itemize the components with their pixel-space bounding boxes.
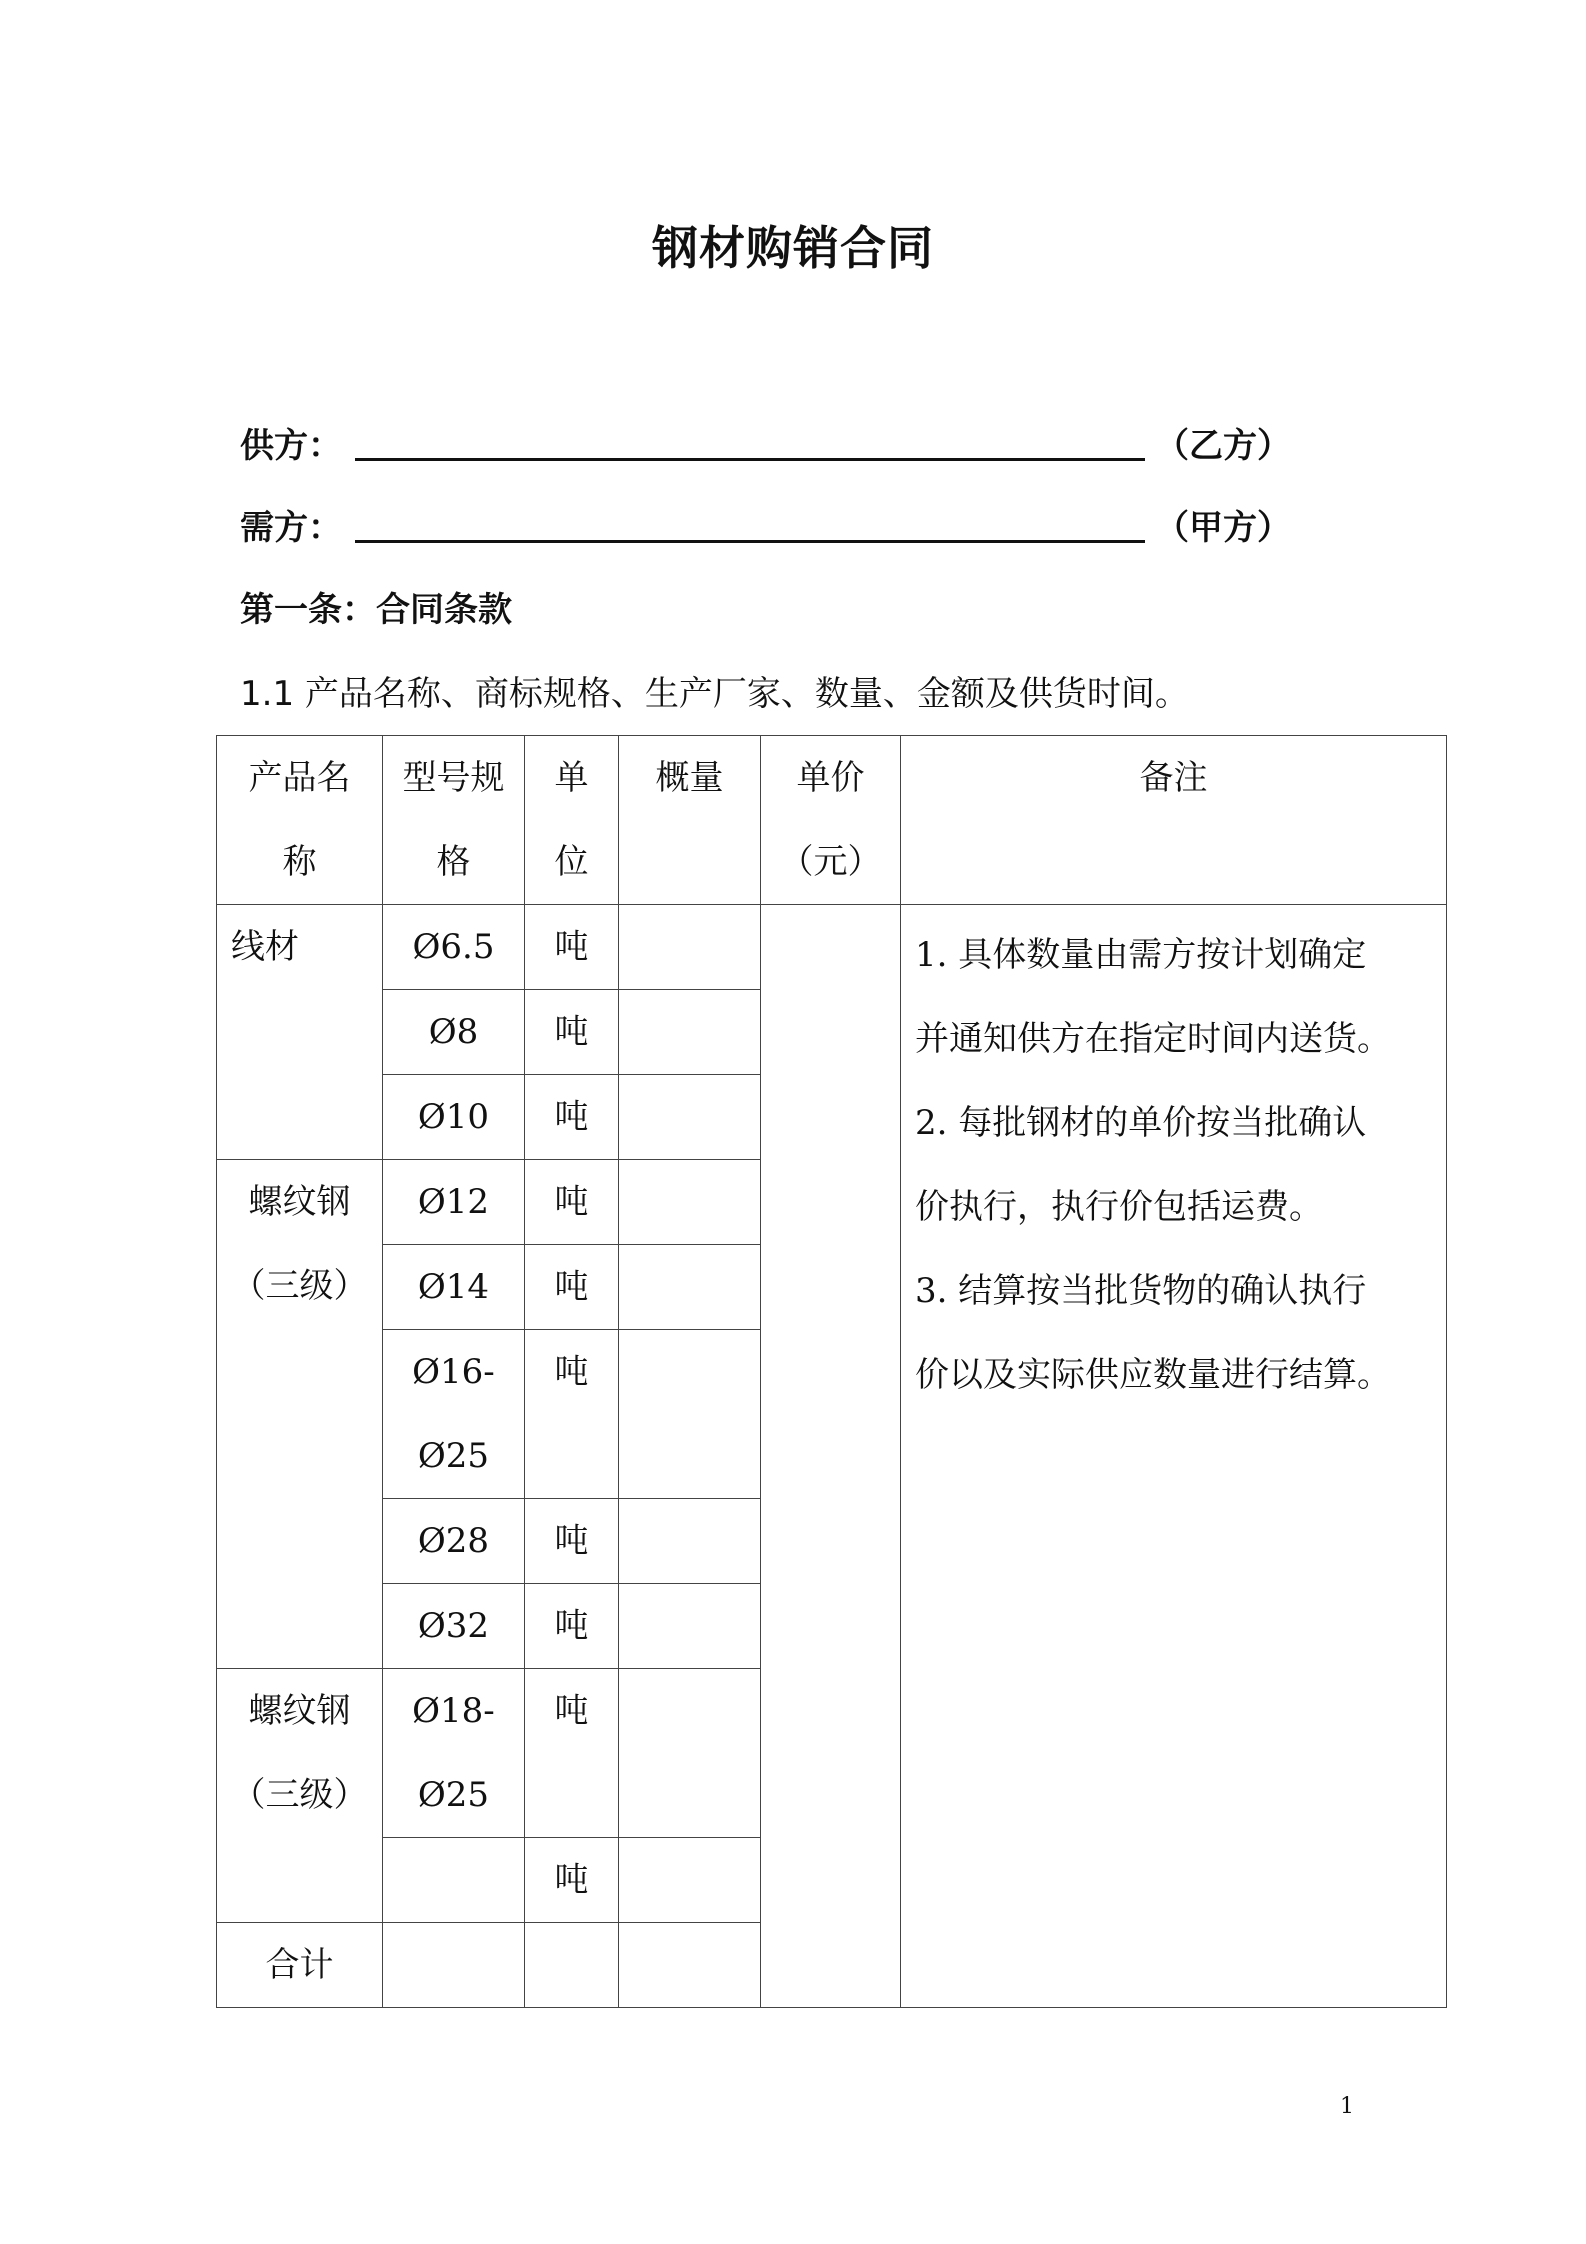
buyer-line: [240, 492, 1350, 552]
unit-cell: 吨: [525, 1330, 619, 1499]
total-label: 合计: [217, 1923, 383, 2008]
remark-line: 3. 结算按当批货物的确认执行: [915, 1271, 1367, 1311]
product-name-cell: 螺纹钢 （三级）: [217, 1160, 383, 1669]
quantity-cell[interactable]: [619, 905, 761, 990]
total-spec-cell[interactable]: [383, 1923, 525, 2008]
header-spec: 型号规 格: [383, 736, 525, 905]
unit-cell: 吨: [525, 1245, 619, 1330]
page-number: 1: [1340, 2094, 1354, 2119]
buyer-blank-line: [355, 540, 1145, 543]
remarks-cell: [901, 905, 1447, 2008]
total-quantity-cell[interactable]: [619, 1923, 761, 2008]
document-title: 钢材购销合同: [652, 221, 934, 275]
buyer-suffix: （甲方）: [1155, 508, 1291, 548]
unit-cell: 吨: [525, 1584, 619, 1669]
unit-cell: 吨: [525, 990, 619, 1075]
unit-cell: 吨: [525, 1160, 619, 1245]
quantity-cell[interactable]: [619, 990, 761, 1075]
buyer-label: 需方：: [240, 508, 342, 548]
supplier-line: [240, 410, 1350, 470]
clause-1-1: 1.1 产品名称、商标规格、生产厂家、数量、金额及供货时间。: [240, 674, 1189, 714]
header-unit-price: 单价 （元）: [761, 736, 901, 905]
quantity-cell[interactable]: [619, 1669, 761, 1838]
total-unit-cell[interactable]: [525, 1923, 619, 2008]
spec-cell: Ø28: [383, 1499, 525, 1584]
unit-price-cell[interactable]: [761, 905, 901, 2008]
quantity-cell[interactable]: [619, 1584, 761, 1669]
supplier-label: 供方：: [240, 426, 342, 466]
remark-line: 并通知供方在指定时间内送货。: [915, 1019, 1391, 1059]
spec-cell: [383, 1838, 525, 1923]
quantity-cell[interactable]: [619, 1499, 761, 1584]
spec-cell: Ø16- Ø25: [383, 1330, 525, 1499]
unit-cell: 吨: [525, 1075, 619, 1160]
remark-line: 1. 具体数量由需方按计划确定: [915, 935, 1367, 975]
remark-line: 2. 每批钢材的单价按当批确认: [915, 1103, 1367, 1143]
unit-cell: 吨: [525, 1499, 619, 1584]
remark-line: 价以及实际供应数量进行结算。: [915, 1355, 1391, 1395]
header-remarks: 备注: [901, 736, 1447, 905]
goods-table: [216, 735, 1447, 2008]
unit-cell: 吨: [525, 905, 619, 990]
unit-cell: 吨: [525, 1669, 619, 1838]
table-row: [217, 905, 1447, 990]
spec-cell: Ø14: [383, 1245, 525, 1330]
quantity-cell[interactable]: [619, 1838, 761, 1923]
header-unit: 单 位: [525, 736, 619, 905]
product-name-cell: 螺纹钢 （三级）: [217, 1669, 383, 1923]
header-quantity: 概量: [619, 736, 761, 905]
quantity-cell[interactable]: [619, 1245, 761, 1330]
remark-line: 价执行，执行价包括运费。: [915, 1187, 1323, 1227]
product-name-cell: 线材: [217, 905, 383, 1160]
spec-cell: Ø10: [383, 1075, 525, 1160]
spec-cell: Ø8: [383, 990, 525, 1075]
header-product-name: 产品名 称: [217, 736, 383, 905]
spec-cell: Ø12: [383, 1160, 525, 1245]
quantity-cell[interactable]: [619, 1160, 761, 1245]
spec-cell: Ø6.5: [383, 905, 525, 990]
header-row: [217, 736, 1447, 905]
quantity-cell[interactable]: [619, 1330, 761, 1499]
quantity-cell[interactable]: [619, 1075, 761, 1160]
spec-cell: Ø32: [383, 1584, 525, 1669]
supplier-suffix: （乙方）: [1155, 426, 1291, 466]
article-1-heading: 第一条：合同条款: [240, 590, 512, 630]
spec-cell: Ø18- Ø25: [383, 1669, 525, 1838]
supplier-blank-line: [355, 458, 1145, 461]
unit-cell: 吨: [525, 1838, 619, 1923]
